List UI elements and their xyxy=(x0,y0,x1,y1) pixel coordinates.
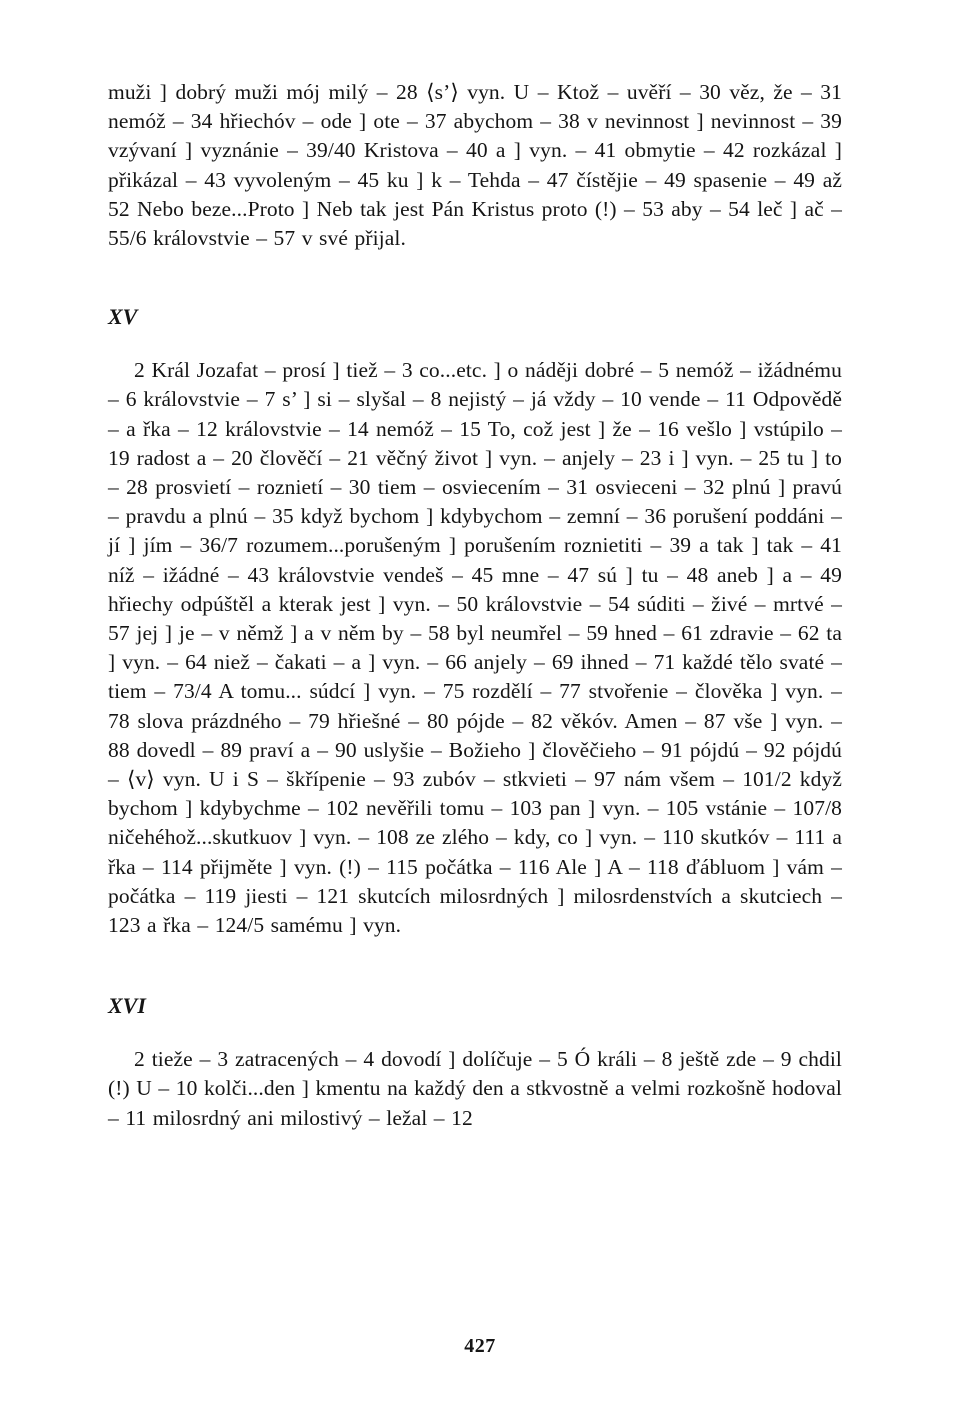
text-column xyxy=(108,78,842,1133)
section-heading-xv: XV xyxy=(108,304,138,330)
page-number: 427 xyxy=(464,1335,496,1357)
paragraph-xvi: 2 tieže – 3 zatracených – 4 dovodí ] dolíčuje – 5 Ó králi – 8 ještě zde – 9 chdil (!) U – 10 kolči...den ] kmentu na každý den a stkvostně a velmi rozkošně hodoval – 11 milosrdný ani milostivý – ležal – 12 xyxy=(108,1047,842,1130)
section-heading-xvi: XVI xyxy=(108,993,146,1019)
paragraph-xv: 2 Král Jozafat – prosí ] tiež – 3 co...etc. ] o náději dobré – 5 nemóž – ižádnému – 6 královstvie – 7 s’ ] si – slyšal – 8 nejistý – já vždy – 10 vende – 11 Odpovědě – a řka – 12 královstvie – 14 nemóž – 15 To, což jest ] že – 16 vešlo ] vstúpilo – 19 radost a – 20 člověčí – 21 věčný život ] vyn. – anjely – 23 i ] vyn. – 25 tu ] to – 28 prosvietí – roznietí – 30 tiem – osviecením – 31 osvieceni – 32 plnú ] pravú – pravdu a plnú – 35 když bychom ] kdybychom – zemní – 36 porušení poddáni – jí ] jím – 36/7 rozumem...porušeným ] porušením roznietiti – 39 a tak ] tak – 41 níž – ižádné – 43 královstvie vendeš – 45 mne – 47 sú ] tu – 48 aneb ] a – 49 hřiechy odpúštěl a kterak jest ] vyn. – 50 královstvie – 54 súditi – živé – mrtvé – 57 jej ] je – v němž ] a v něm by – 58 byl neumřel – 59 hned – 61 zdravie – 62 ta ] vyn. – 64 niež – čakati – a ] vyn. – 66 anjely – 69 ihned – 71 každé tělo svaté – tiem – 73/4 A tomu... súdcí ] vyn. – 75 rozdělí – 77 stvořenie – člověka ] vyn. – 78 slova prázdného – 79 hřiešné – 80 pójde – 82 věkóv. Amen – 87 vše ] vyn. – 88 dovedl – 89 praví a – 90 uslyšie – Božieho ] člověčieho – 91 pójdú – 92 pójdú – ⟨v⟩ vyn. U i S – škřípenie – 93 zubóv – stkvieti – 97 nám všem – 101/2 když bychom ] kdybychme – 102 nevěřili tomu – 103 pan ] vyn. – 105 vstánie – 107/8 ničehéhož...skutkuov ] vyn. – 108 ze zlého – kdy, co ] vyn. – 110 skutkóv – 111 a řka – 114 přijměte ] vyn. (!) – 115 počátka – 116 Ale ] A – 118 ďábluom ] vám – počátka – 119 jiesti – 121 skutcích milosrdných ] milosrdenstvích a skutciech – 123 a řka – 124/5 samému ] vyn. xyxy=(108,358,842,938)
paragraph-intro: muži ] dobrý muži mój milý – 28 ⟨s’⟩ vyn. U – Ktož – uvěří – 30 věz, že – 31 nemóž – 34 hřiechóv – ode ] ote – 37 abychom – 38 v nevinnost ] nevinnost – 39 vzývaní ] vyznánie – 39/40 Kristova – 40 a ] vyn. – 41 obmytie – 42 rozkázal ] přikázal – 43 vyvoleným – 45 ku ] k – Tehda – 47 čístějie – 49 spasenie – 49 až 52 Nebo beze...Proto ] Neb tak jest Pán Kristus proto (!) – 53 aby – 54 leč ] ač – 55/6 královstvie – 57 v své přijal. xyxy=(108,80,842,251)
